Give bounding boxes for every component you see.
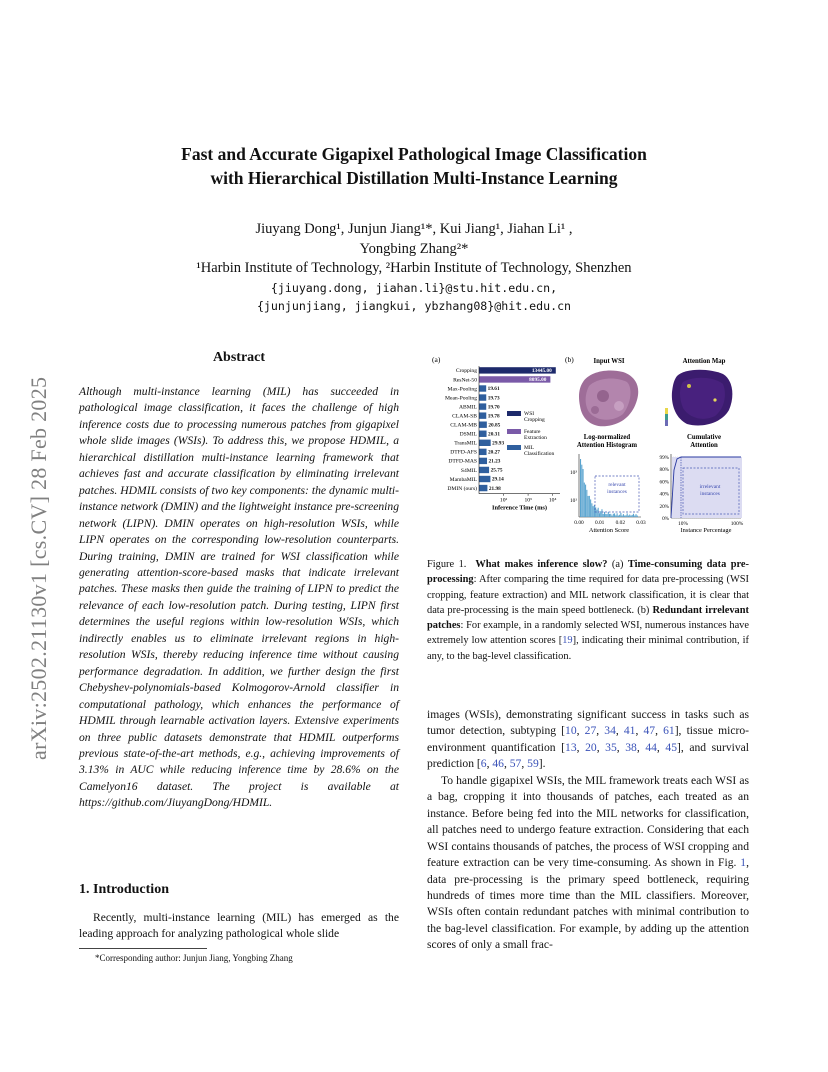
category-label: CLAM-SB [452,413,477,420]
panel-a-label: (a) [432,355,441,364]
category-label: DSMIL [459,431,477,438]
hist-bar [585,485,586,517]
category-label: Max-Pooling [447,386,477,393]
hist-bar [583,469,584,517]
category-label: Cropping [455,368,477,375]
body-text-run: images (WSIs), demonstrating significant success in tasks such as tumor detection, subtyping [ [427,708,749,738]
hist-bar [596,510,597,517]
category-label: DMIN (ours) [447,485,477,492]
x-tick-label: 10³ [524,497,532,504]
email-line-2: {junjunjiang, jiangkui, ybzhang08}@hit.edu.cn [256,299,572,313]
bar-value-label: 20.31 [488,431,500,438]
hist-bar [588,496,589,517]
histogram-title-line-1: Log-normalized [583,434,631,441]
cumulative-title-line-1: Cumulative [687,434,721,441]
body-text-run: , [656,740,666,754]
irrelevant-label-line-2: instances [700,491,720,497]
citation-link[interactable]: 61 [663,724,675,738]
citation-link[interactable]: 13 [565,740,577,754]
hist-bar [584,483,585,517]
bar [479,412,486,418]
citation-link[interactable]: 10 [565,724,577,738]
bar-value-label: 25.75 [490,467,503,474]
legend-label: Feature [524,428,541,435]
hist-bar [598,508,599,517]
bar [479,403,486,409]
bar-value-label: 29.14 [491,476,504,483]
citation-link[interactable]: 20 [585,740,597,754]
cum-y-tick: 99% [659,455,669,461]
body-text-run: , [486,757,493,771]
hist-bar [613,514,614,517]
citation-link[interactable]: 35 [605,740,617,754]
bar-value-label: 19.70 [487,404,500,411]
bar [479,431,487,437]
figure-1 [427,352,749,542]
hist-bar [605,514,606,517]
hist-bar [617,513,618,517]
caption-text-1: (a) [611,559,624,570]
histogram-x-label: Attention Score [588,527,630,534]
bar [479,385,486,391]
citation-link[interactable]: 6 [480,757,487,771]
arxiv-identifier: arXiv:2502.21130v1 [cs.CV] 28 Feb 2025 [26,376,51,760]
bar-value-label: 19.78 [487,413,500,420]
relevant-label-line-1: relevant [608,482,626,488]
x-tick-label: 10⁴ [548,497,557,504]
body-text-run: , [576,740,586,754]
citation-link[interactable]: 34 [604,724,616,738]
body-text-run: , data pre-processing is the primary speed bottleneck, requiring hundreds of times more time than the MIL classifiers. Moreover, WSIs often contain redundant patches with minimal contribution to the bag-level classification. For example, by adding up the attention scores of only a small frac- [427,856,749,952]
hist-bar [618,516,619,518]
caption-bold-1: What makes inference slow? [475,559,608,570]
cumulative-x-label: Instance Percentage [680,527,732,534]
citation-link[interactable]: 38 [625,740,637,754]
cum-y-tick: 0% [662,516,669,522]
body-paragraph-2 [427,773,749,954]
caption-bold-2: Time-consuming data pre-processing [427,559,749,586]
body-text-run: , [615,724,624,738]
hist-bar [586,490,587,517]
abstract-paragraph: Although multi-instance learning (MIL) has succeeded in pathological image classification, it faces the challenge of high inference costs due to processing numerous patches from gigapixel whole slide images (WSIs). To address this, we propose HDMIL, a hierarchical distillation multi-instance learning framework that achieves fast and accurate classification by eliminating irrelevant patches. HDMIL consists of two key components: the dynamic multi-instance network (DMIN) and the lightweight instance pre-screening network (LIPN). DMIN operates on high-resolution WSIs, while LIPN operates on the corresponding low-resolution counterparts. During training, DMIN are trained for WSI classification while generating attention-score-based masks that indicate irrelevant patches. These masks then guide the training of LIPN to predict the relevance of each low-resolution patch. During testing, LIPN first determines the useful regions within low-resolution WSIs, which indirectly enables us to eliminate irrelevant regions in high-resolution WSIs, thereby reducing inference time without causing performance degradation. In addition, we further design the first Chebyshev-polynomials-based Kolmogorov-Arnold classifier in computational pathology, which enhances the performance of HDMIL through learnable activation layers. Extensive experiments on three public datasets demonstrate that HDMIL outperforms previous state-of-the-art methods, e.g., achieving improvements of 3.13% in AUC while reducing inference time by 28.6% on the Camelyon16 dataset. The project is available at https://github.com/JiuyangDong/HDMIL. [79,385,399,810]
hist-bar [591,503,592,517]
hist-bar [610,514,611,517]
category-label: ABMIL [458,404,477,411]
cum-y-tick: 80% [659,467,669,474]
citation-link[interactable]: 45 [665,740,677,754]
bar [479,449,487,455]
hist-bar [603,514,604,517]
figure-caption [427,557,749,664]
category-label: DTFD-MAS [448,458,477,465]
bar-value-label: 21.98 [488,485,501,492]
paper-title-line-1: Fast and Accurate Gigapixel Pathological Image Classification [181,144,647,164]
bar [479,458,487,464]
bar-value-label: 29.93 [492,440,505,447]
body-text-run: , [596,724,605,738]
caption-text-3a: : For example, in a randomly selected WSI, numerous instances have extremely low attention scores [ [427,620,749,647]
footnote: *Corresponding author: Junjun Jiang, Yongbing Zhang [95,953,293,963]
paper-title-line-2: with Hierarchical Distillation Multi-Instance Learning [210,168,618,188]
hist-bar [612,516,613,518]
category-label: CLAM-MB [450,422,477,429]
hist-bar [625,515,626,517]
body-text-run: , [596,740,606,754]
hist-bar [628,516,629,518]
hist-bar [594,505,595,517]
bar [479,422,487,428]
caption-paragraph [427,557,749,664]
panel-b-label: (b) [565,355,574,364]
right-column-body [427,707,749,954]
hist-bar [630,516,631,518]
hist-bar [627,513,628,517]
citation-link[interactable]: 47 [643,724,656,738]
hist-bar [601,509,602,517]
hist-bar [622,516,623,518]
bar-value-label: 20.27 [488,449,500,456]
inference-time-chart [432,355,560,512]
category-label: Mean-Pooling [444,395,477,402]
category-label: TransMIL [454,440,477,447]
hist-bar [629,515,630,517]
authors-line-1: Jiuyang Dong¹, Junjun Jiang¹*, Kui Jiang¹, Jiahan Li¹ , [255,221,573,237]
hist-bar [632,515,633,517]
caption-label: Figure 1. [427,559,467,570]
cum-y-tick: 40% [659,491,669,498]
citation-link[interactable]: 59 [527,757,539,771]
citation-link[interactable]: 41 [623,724,636,738]
email-line-1: {jiuyang.dong, jiahan.li}@stu.hit.edu.cn, [270,281,558,295]
histogram-title-line-2: Attention Histogram [576,442,638,449]
body-text-run: , [616,740,626,754]
hist-bar [604,512,605,517]
hist-x-tick: 0.02 [615,520,626,526]
bar [479,467,489,473]
category-label: S4MIL [460,467,477,474]
hist-bar [637,516,638,518]
caption-bold-3: Redundant irrelevant patches [427,604,749,632]
hist-y-tick: 10³ [569,470,577,476]
affiliations: ¹Harbin Institute of Technology, ²Harbin Institute of Technology, Shenzhen [196,260,632,276]
hist-bar [599,513,600,517]
input-wsi-title: Input WSI [593,358,625,365]
bar [479,485,487,491]
irrelevant-label-line-1: irrelevant [699,484,721,490]
footnote-rule [79,948,207,949]
hist-bar [619,515,620,517]
legend-label: WSI [524,410,535,417]
bar [479,476,490,482]
body-text-run: , [521,757,528,771]
x-axis-label: Inference Time (ms) [491,504,548,512]
cum-x-tick: 10% [678,521,688,527]
attention-map-image [665,370,732,426]
bar-value-label: 20.85 [488,422,501,429]
body-text-run: , [576,724,585,738]
body-paragraph-1 [427,707,749,773]
category-label: MambaMIL [449,476,477,483]
body-text-run: To handle gigapixel WSIs, the MIL framework treats each WSI as a bag, cropping it into thousands of patches, each treated as an instance. Before being fed into the MIL networks for classification, all patches need to undergo feature extraction. Considering that each WSI contains thousands of patches, the process of WSI cropping and feature extraction can be very time-consuming. As shown in Fig. [427,773,749,870]
citation-link[interactable]: 57 [509,757,522,771]
introduction-text [79,910,399,943]
section-heading-introduction: 1. Introduction [79,882,169,897]
cum-x-tick: 100% [730,521,744,527]
attention-map-title: Attention Map [682,358,726,365]
attention-analysis-panel [565,355,744,534]
bar [479,394,486,400]
bar-value-label: 19.61 [487,386,500,393]
bar-value-label: 19.73 [487,395,500,402]
cum-y-tick: 20% [659,503,669,510]
cumulative-attention-chart [659,454,743,527]
hist-bar [623,514,624,517]
hist-bar [620,513,621,517]
attention-histogram [570,454,646,526]
category-label: DTFD-AFS [450,449,477,456]
hist-bar [608,512,609,517]
hist-bar [589,496,590,517]
body-text-run: ], and survival prediction [ [427,740,750,771]
hist-bar [635,514,636,517]
body-text-run: , [655,724,664,738]
hist-bar [624,516,625,518]
legend-label: Cropping [524,416,545,423]
category-label: ResNet-50 [453,377,477,384]
body-text-run: ]. [538,757,546,771]
bar-value-label: 8095.00 [529,377,547,384]
cumulative-title-line-2: Attention [690,442,718,449]
abstract-heading: Abstract [212,350,266,365]
bar-value-label: 13445.00 [531,368,552,375]
hist-bar [593,506,594,517]
input-wsi-image [579,370,638,426]
hist-bar [600,511,601,517]
hist-bar [580,459,581,517]
intro-paragraph: Recently, multi-instance learning (MIL) has emerged as the leading approach for analyzing pathological whole slide [79,911,399,941]
body-text-run: , [635,724,644,738]
caption-text-2: : After comparing the time required for data pre-processing (WSI cropping, feature extraction) and MIL network classification, it is clear that data pre-processing is the main speed bottleneck. (b) [427,574,749,616]
hist-x-tick: 0.03 [636,520,646,526]
legend-swatch [507,429,521,434]
citation-link[interactable]: 46 [492,757,504,771]
hist-bar [614,513,615,517]
legend-label: Extraction [524,434,547,441]
authors-line-2: Yongbing Zhang²* [359,241,469,257]
hist-x-tick: 0.01 [594,520,605,526]
legend-label: MIL [524,444,535,451]
citation-link[interactable]: 1 [740,856,747,870]
body-text-run: , [503,757,510,771]
hist-bar [606,514,607,517]
citation-link[interactable]: 44 [645,740,657,754]
cum-y-tick: 60% [659,479,669,486]
hist-x-tick: 0.00 [574,520,584,526]
x-tick-label: 10² [499,497,508,504]
bar-value-label: 21.23 [488,458,501,465]
legend-swatch [507,445,521,450]
legend-swatch [507,411,521,416]
abstract-text [79,384,399,812]
body-text-run: ], tissue micro-environment quantification [ [427,724,749,754]
hist-bar [609,514,610,517]
hist-y-tick: 10¹ [569,498,577,504]
caption-text-3b: ], indicating their minimal contribution, if any, to the bag-level classification. [427,635,749,662]
hist-bar [634,516,635,518]
citation-link[interactable]: 27 [584,724,597,738]
hist-bar [615,515,616,517]
bar [479,440,491,446]
hist-bar [633,514,634,517]
hist-bar [581,465,582,517]
caption-ref-link[interactable]: 19 [562,635,573,647]
legend-label: Classification [524,450,555,457]
body-text-run: , [636,740,646,754]
hist-bar [590,499,591,517]
relevant-label-line-2: instances [607,489,627,495]
